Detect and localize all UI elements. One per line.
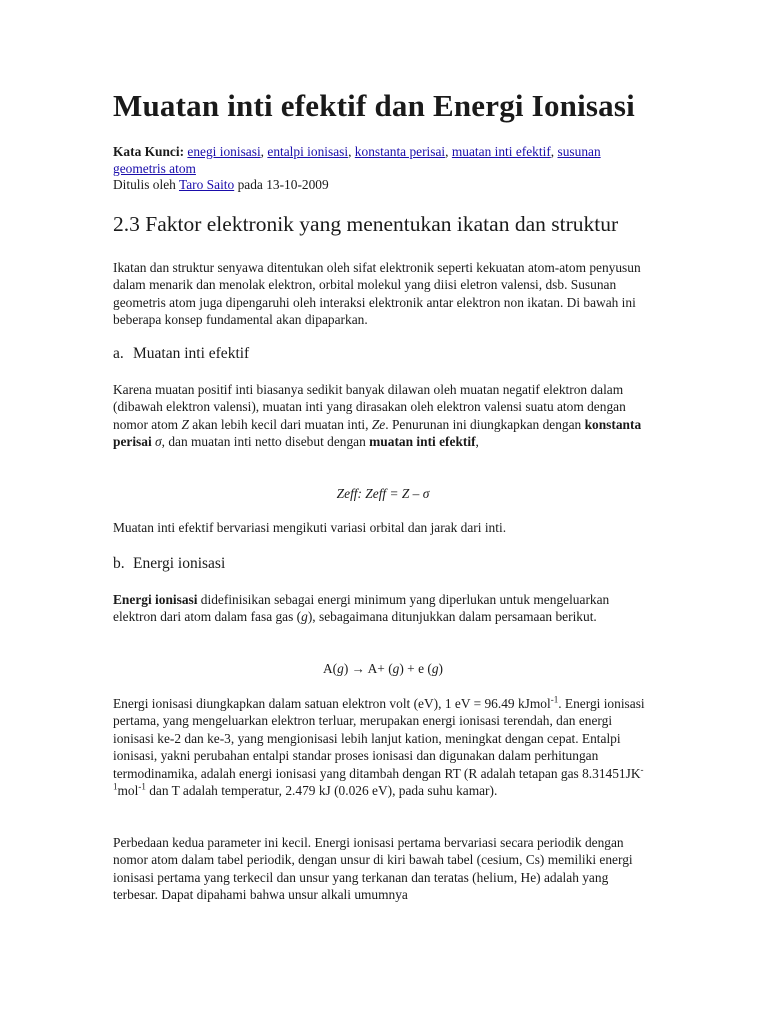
byline bbox=[113, 177, 653, 194]
page-title: Muatan inti efektif dan Energi Ionisasi bbox=[113, 88, 635, 123]
subsection-heading-a bbox=[113, 345, 249, 363]
superscript: -1 bbox=[550, 694, 559, 705]
article-meta bbox=[113, 144, 653, 194]
publish-date: 13-10-2009 bbox=[266, 177, 329, 192]
subsection-marker-a: a. bbox=[113, 345, 124, 362]
text-run: , dan muatan inti netto disebut dengan bbox=[161, 434, 370, 450]
section-heading: 2.3 Faktor elektronik yang menentukan ikatan dan struktur bbox=[113, 212, 619, 236]
keyword-link-muatan-inti-efektif[interactable]: muatan inti efektif bbox=[451, 144, 551, 159]
subsection-heading-b bbox=[113, 555, 225, 573]
symbol-g: g bbox=[392, 661, 400, 676]
keyword-link-energi-ionisasi[interactable]: enegi ionisasi bbox=[187, 144, 261, 159]
term-energi-ionisasi: Energi ionisasi bbox=[113, 592, 198, 607]
symbol-z: Z bbox=[181, 416, 189, 432]
paragraph-energi-ionisasi-definition bbox=[113, 591, 653, 626]
text-run: ) → A+ ( bbox=[343, 661, 393, 676]
subsection-title-a: Muatan inti efektif bbox=[133, 345, 250, 362]
text-run: akan lebih kecil dari muatan inti, bbox=[188, 416, 372, 432]
author-link[interactable]: Taro Saito bbox=[178, 177, 235, 192]
keyword-link-entalpi-ionisasi[interactable]: entalpi ionisasi bbox=[267, 144, 349, 159]
keywords-label: Kata Kunci: bbox=[113, 144, 185, 159]
symbol-g: g bbox=[301, 609, 308, 625]
subsection-title-b: Energi ionisasi bbox=[133, 555, 226, 572]
text-run: Karena muatan positif inti biasanya sedikit banyak dilawan oleh muatan negatif elektron dalam (dibawah elektron valensi), muatan inti yang dirasakan oleh elektron valensi suatu atom dengan nomor atom bbox=[113, 382, 626, 432]
symbol-sigma: σ bbox=[151, 434, 162, 450]
superscript: -1 bbox=[113, 764, 644, 792]
paragraph-zeff-variation: Muatan inti efektif bervariasi mengikuti variasi orbital dan jarak dari inti. bbox=[113, 520, 507, 535]
text-run: mol bbox=[117, 783, 139, 799]
text-run: dan T adalah temperatur, 2.479 kJ (0.026 eV), pada suhu kamar). bbox=[145, 783, 498, 799]
term-konstanta-perisai: konstanta perisai bbox=[113, 416, 642, 450]
symbol-g: g bbox=[431, 661, 439, 676]
symbol-ze: Ze bbox=[371, 416, 386, 432]
text-run: ), sebagaimana ditunjukkan dalam persamaan berikut. bbox=[307, 609, 597, 625]
superscript: -1 bbox=[138, 781, 146, 792]
text-run: A( bbox=[322, 661, 338, 676]
date-prefix: pada bbox=[237, 177, 263, 192]
text-run: ) bbox=[438, 661, 444, 676]
keywords-line: Kata Kunci: enegi ionisasi, entalpi ionisasi, konstanta perisai, muatan inti efektif, susunan geometris atom bbox=[113, 144, 601, 176]
paragraph-muatan-inti bbox=[113, 381, 653, 451]
keyword-link-susunan-geometris-atom[interactable]: susunan geometris atom bbox=[113, 144, 601, 176]
symbol-g: g bbox=[337, 661, 344, 676]
text-run: . Penurunan ini diungkapkan dengan bbox=[385, 416, 585, 432]
paragraph-periodic-variation: Perbedaan kedua parameter ini kecil. Energi ionisasi pertama bervariasi secara periodik dengan nomor atom dalam tabel periodik, dengan unsur di kiri bawah tabel (cesium, Cs) memiliki energi ionisasi pertama yang terkecil dan unsur yang terkanan dan teratas (helium, He) adalah yang terbesar. Dapat dipahami bahwa unsur alkali umumnya bbox=[113, 835, 633, 903]
keyword-link-konstanta-perisai[interactable]: konstanta perisai bbox=[354, 144, 446, 159]
text-run: Energi ionisasi diungkapkan dalam satuan elektron volt (eV), 1 eV = 96.49 kJmol bbox=[113, 696, 551, 711]
text-run: ) + e ( bbox=[399, 661, 432, 676]
intro-paragraph: Ikatan dan struktur senyawa ditentukan oleh sifat elektronik seperti kekuatan atom-atom penyusun dalam menarik dan menolak elektron, orbital molekul yang diisi eletron valensi, dsb. Susunan geometris atom juga dipengaruhi oleh interaksi elektronik antar elektron non ikatan. Di bawah ini beberapa konsep fundamental akan dipaparkan. bbox=[113, 260, 641, 328]
text-run: , bbox=[475, 434, 479, 450]
formula-zeff: Zeff: Zeff = Z – σ bbox=[336, 486, 430, 501]
text-run: didefinisikan sebagai energi minimum yang diperlukan untuk mengeluarkan elektron dari atom dalam fasa gas ( bbox=[113, 592, 610, 625]
paragraph-energi-ionisasi-units bbox=[113, 695, 653, 799]
ionization-equation bbox=[113, 660, 653, 677]
term-muatan-inti-efektif: muatan inti efektif bbox=[369, 434, 476, 450]
subsection-marker-b: b. bbox=[113, 555, 125, 572]
text-run: . Energi ionisasi pertama, yang mengeluarkan elektron terluar, merupakan energi ionisasi terendah, dan energi ionisasi ke-2 dan ke-3, yang mengionisasi lebih lanjut kation, meningkat dengan cepat. Entalpi ionisasi, yakni perubahan entalpi standar proses ionisasi dan digunakan dalam perhitungan termodinamika, adalah energi ionisasi yang ditambah dengan RT (R adalah tetapan gas 8.31451JK bbox=[113, 696, 645, 781]
byline-prefix: Ditulis oleh bbox=[113, 177, 176, 192]
